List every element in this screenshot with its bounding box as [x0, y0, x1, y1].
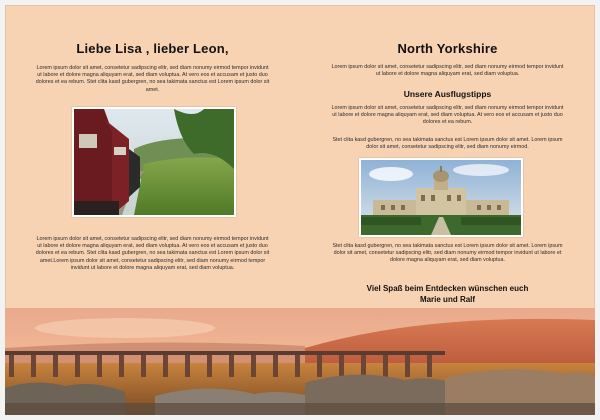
closing-signature: Marie und Ralf [419, 295, 476, 304]
right-paragraph-1: Lorem ipsum dolor sit amet, consetetur sadipscing elitr, sed diam nonumy eirmod tempor invidunt ut labore et dolore magna aliquyam erat, sed diam voluptua. [331, 64, 564, 78]
right-paragraph-2: Lorem ipsum dolor sit amet, consetetur sadipscing elitr, sed diam nonumy eirmod tempor invidunt ut labore et dolore magna aliquyam erat, sed diam voluptua. At vero eos et accusam et justo duo dolores et ea rebum. [331, 105, 564, 126]
greeting-heading: Liebe Lisa , lieber Leon, [76, 41, 229, 56]
excursion-tips-heading: Unsere Ausflugstipps [403, 89, 492, 99]
closing-line-1: Viel Spaß beim Entdecken wünschen euch [366, 284, 529, 293]
castle-photo [359, 158, 523, 237]
viaduct-panorama [5, 308, 595, 415]
left-paragraph-2: Lorem ipsum dolor sit amet, consetetur sadipscing elitr, sed diam nonumy eirmod tempor invidunt ut labore et dolore magna aliquyam erat, sed diam voluptua. At vero eos et accusam et justo duo dolores et ea rebum. Stet clita kasd gubergren, no sea takimata sanctus est Lorem ipsum dolor sit amet.Lorem ipsum dolor sit amet, consetetur sadipscing elitr, sed diam nonumy eirmod tempor invidunt ut labore et dolore magna aliquyam erat, sed diam voluptua. [35, 236, 270, 271]
left-column [5, 5, 300, 310]
postcard-sheet [5, 5, 595, 415]
right-column [300, 5, 595, 310]
closing-greeting [320, 283, 575, 305]
left-paragraph-1: Lorem ipsum dolor sit amet, consetetur sadipscing elitr, sed diam nonumy eirmod tempor invidunt ut labore et dolore magna aliquyam erat, sed diam voluptua. At vero eos et accusam et justo duo dolores et ea rebum. Stet clita kasd gubergren, no sea takimata sanctus est Lorem ipsum dolor sit amet. [35, 65, 270, 93]
region-heading: North Yorkshire [397, 41, 498, 56]
train-photo [72, 107, 236, 217]
right-paragraph-4: Stet clita kasd gubergren, no sea takimata sanctus est Lorem ipsum dolor sit amet. Lorem ipsum dolor sit amet, consetetur sadipscing elitr, sed diam nonumy eirmod tempor invidunt ut labore et dolore magna aliquyam erat, sed diam voluptua. [332, 243, 563, 264]
right-paragraph-3: Stet clita kasd gubergren, no sea takimata sanctus est Lorem ipsum dolor sit amet. Lorem ipsum dolor sit amet, consetetur sadipscing elitr, sed diam nonumy eirmod. [332, 137, 563, 151]
